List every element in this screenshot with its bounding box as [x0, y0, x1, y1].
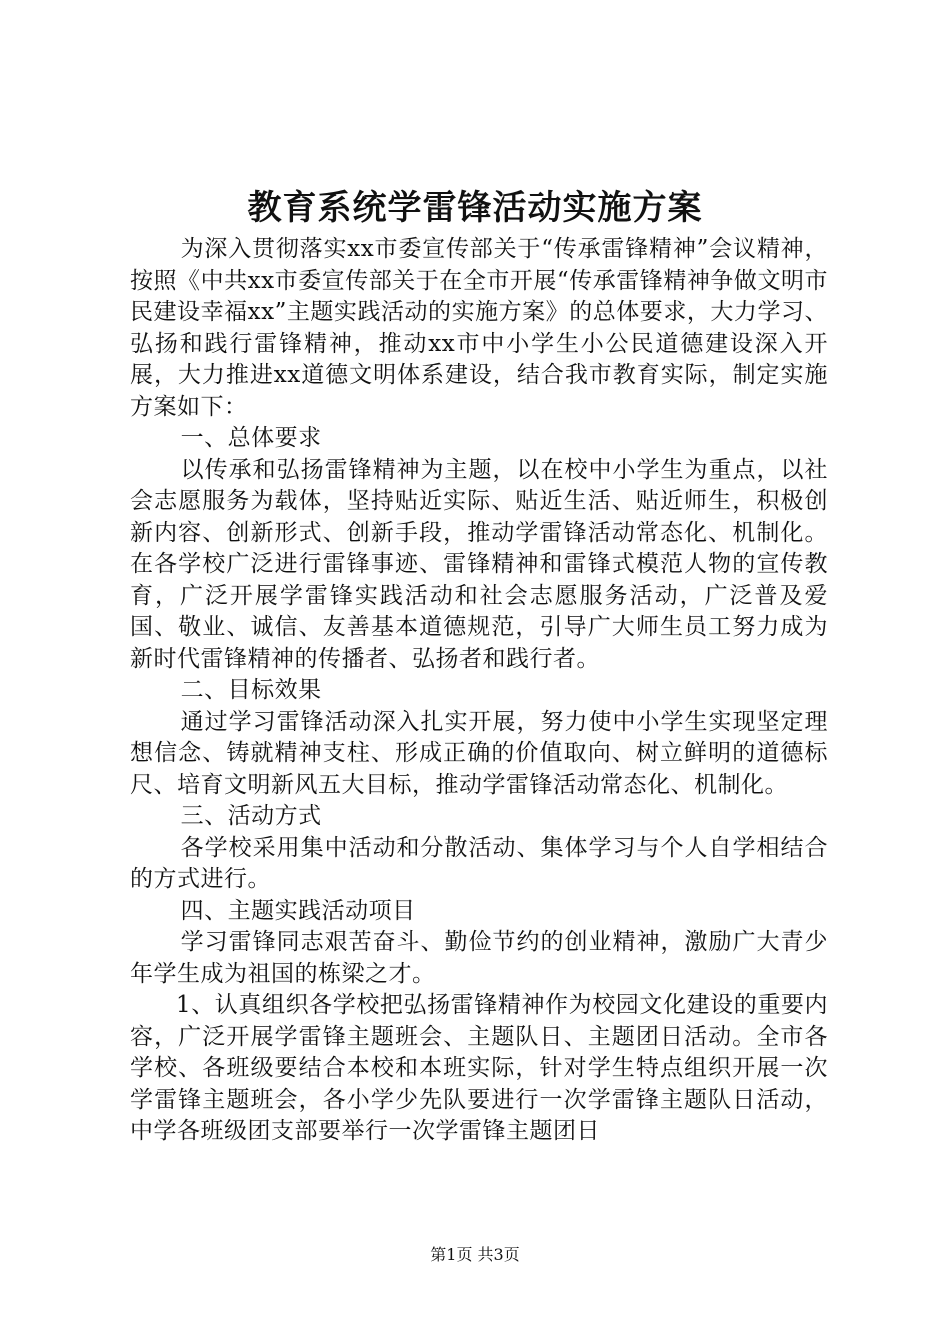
- document-body: [130, 234, 828, 1148]
- section-heading-overall-requirements: 一、总体要求: [180, 425, 322, 451]
- activity-methods-paragraph: 各学校采用集中活动和分散活动、集体学习与个人自学相结合的方式进行。: [130, 834, 828, 892]
- section-heading-goals: 二、目标效果: [180, 677, 322, 703]
- practice-projects-paragraph: 学习雷锋同志艰苦奋斗、勤俭节约的创业精神，激励广大青少年学生成为祖国的栋梁之才。: [130, 929, 828, 987]
- intro-paragraph: 为深入贯彻落实xx市委宣传部关于“传承雷锋精神”会议精神，按照《中共xx市委宣传部关于在全市开展“传承雷锋精神争做文明市民建设幸福xx”主题实践活动的实施方案》的总体要求，大力学习、弘扬和践行雷锋精神，推动xx市中小学生小公民道德建设深入开展，大力推进xx道德文明体系建设，结合我市教育实际，制定实施方案如下：: [130, 236, 828, 420]
- section-heading-practice-projects: 四、主题实践活动项目: [180, 897, 416, 924]
- section-heading-activity-methods: 三、活动方式: [180, 803, 322, 829]
- overall-requirements-paragraph: 以传承和弘扬雷锋精神为主题，以在校中小学生为重点，以社会志愿服务为载体，坚持贴近实际、贴近生活、贴近师生，积极创新内容、创新形式、创新手段，推动学雷锋活动常态化、机制化。在各学校广泛进行雷锋事迹、雷锋精神和雷锋式模范人物的宣传教育，广泛开展学雷锋实践活动和社会志愿服务活动，广泛普及爱国、敬业、诚信、友善基本道德规范，引导广大师生员工努力成为新时代雷锋精神的传播者、弘扬者和践行者。: [130, 456, 828, 672]
- page-number-footer: 第1页 共3页: [430, 1245, 520, 1264]
- document-title: 教育系统学雷锋活动实施方案: [247, 188, 703, 228]
- goals-paragraph: 通过学习雷锋活动深入扎实开展，努力使中小学生实现坚定理想信念、铸就精神支柱、形成正确的价值取向、树立鲜明的道德标尺、培育文明新风五大目标，推动学雷锋活动常态化、机制化。: [130, 708, 828, 798]
- numbered-item-1: 1、认真组织各学校把弘扬雷锋精神作为校园文化建设的重要内容，广泛开展学雷锋主题班会、主题队日、主题团日活动。全市各学校、各班级要结合本校和本班实际，针对学生特点组织开展一次学雷锋主题班会，各小学少先队要进行一次学雷锋主题队日活动，中学各班级团支部要举行一次学雷锋主题团日: [130, 992, 828, 1144]
